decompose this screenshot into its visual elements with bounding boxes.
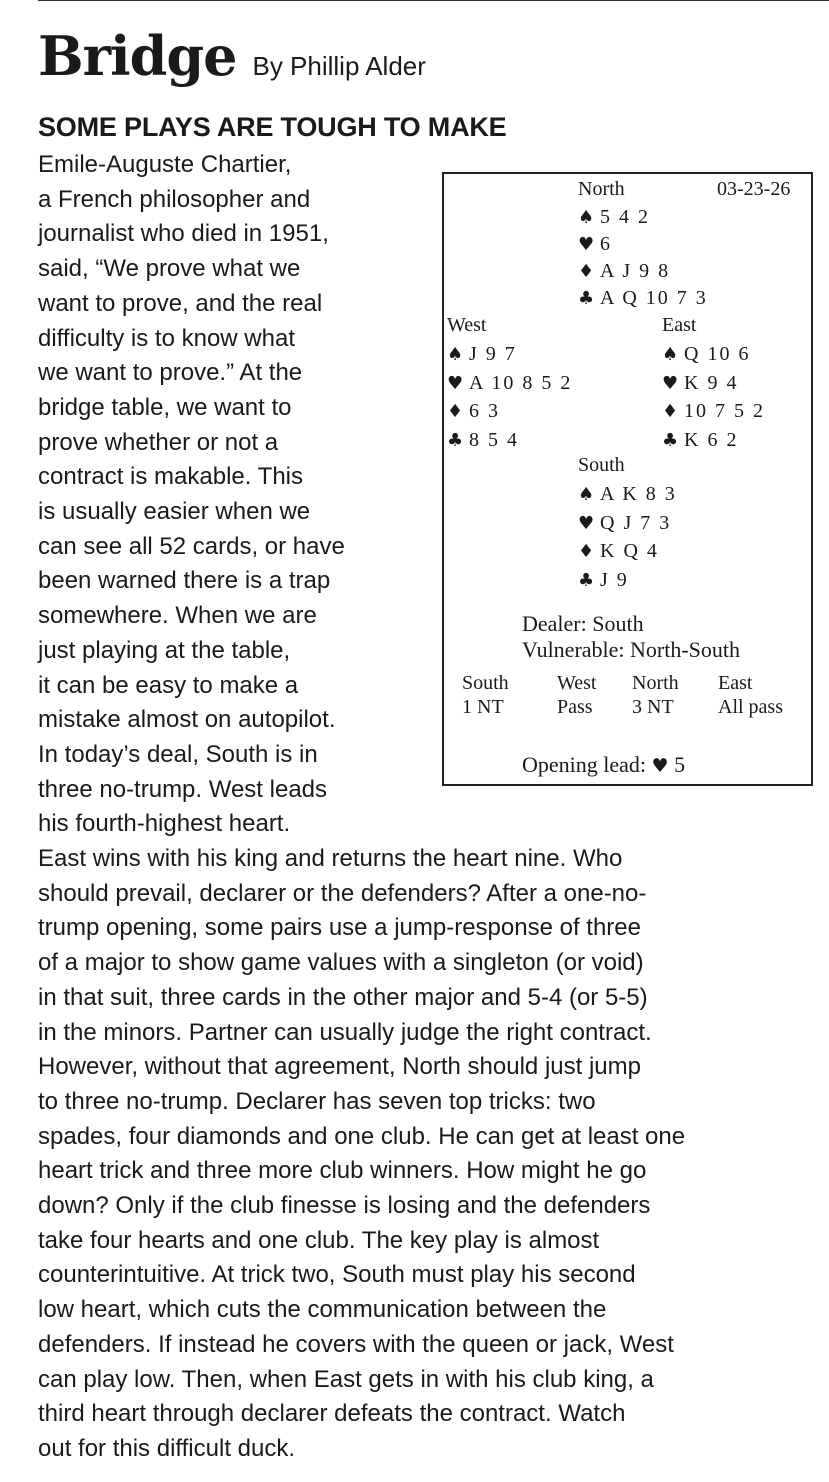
club-icon: ♣ (447, 430, 464, 451)
article-text-full-width (38, 842, 828, 1467)
headline: SOME PLAYS ARE TOUGH TO MAKE (38, 112, 507, 142)
east-label: East (662, 314, 697, 336)
south-diamonds: ♦ K Q 4 (578, 540, 659, 562)
text-line: can see all 52 cards, or have (38, 532, 345, 560)
text-line: counterintuitive. At trick two, South must play his second (38, 1261, 636, 1289)
west-diamonds: ♦ 6 3 (447, 400, 500, 422)
east-hearts: ♥ K 9 4 (662, 372, 739, 394)
east-clubs: ♣ K 6 2 (662, 429, 739, 451)
south-hearts: ♥ Q J 7 3 (578, 512, 672, 534)
heart-icon: ♥ (578, 513, 595, 534)
text-line: bridge table, we want to (38, 393, 292, 421)
text-line: low heart, which cuts the communication between the (38, 1296, 607, 1324)
text-line: three no-trump. West leads (38, 775, 328, 803)
north-diamonds: ♦ A J 9 8 (578, 260, 671, 282)
masthead (38, 24, 426, 88)
west-hearts: ♥ A 10 8 5 2 (447, 372, 573, 394)
auction-bid-east: All pass (718, 696, 783, 718)
text-line: third heart through declarer defeats the contract. Watch (38, 1400, 626, 1428)
diamond-icon: ♦ (578, 261, 595, 282)
diamond-icon: ♦ (447, 401, 464, 422)
text-line: said, “We prove what we (38, 255, 301, 283)
text-line: journalist who died in 1951, (38, 220, 329, 248)
spade-icon: ♠ (578, 207, 595, 228)
text-line: his fourth-highest heart. (38, 810, 291, 838)
text-line: we want to prove.” At the (38, 359, 303, 387)
text-line: defenders. If instead he covers with the queen or jack, West (38, 1330, 674, 1358)
auction-header-north: North (632, 672, 679, 694)
text-line: mistake almost on autopilot. (38, 706, 336, 734)
text-line: take four hearts and one club. The key play is almost (38, 1226, 600, 1254)
text-line: out for this difficult duck. (38, 1434, 296, 1462)
west-label: West (447, 314, 487, 336)
heart-icon: ♥ (651, 755, 669, 777)
heart-icon: ♥ (578, 234, 595, 255)
spade-icon: ♠ (662, 344, 679, 365)
text-line: prove whether or not a (38, 428, 279, 456)
text-line: contract is makable. This (38, 463, 303, 491)
diamond-icon: ♦ (578, 541, 595, 562)
spade-icon: ♠ (578, 484, 595, 505)
north-label: North (578, 178, 625, 200)
top-rule (38, 0, 829, 1)
club-icon: ♣ (578, 288, 595, 309)
text-line: somewhere. When we are (38, 602, 317, 630)
north-clubs: ♣ A Q 10 7 3 (578, 287, 708, 309)
text-line: of a major to show game values with a singleton (or void) (38, 949, 644, 977)
byline: By Phillip Alder (252, 51, 426, 81)
text-line: in the minors. Partner can usually judge the right contract. (38, 1018, 652, 1046)
auction-bid-west: Pass (557, 696, 593, 718)
club-icon: ♣ (662, 430, 679, 451)
column-text (38, 148, 438, 842)
vulnerable: Vulnerable: North-South (522, 637, 741, 662)
north-spades: ♠ 5 4 2 (578, 206, 650, 228)
deal-diagram (442, 172, 813, 786)
auction-bid-north: 3 NT (632, 696, 674, 718)
text-line: East wins with his king and returns the heart nine. Who (38, 845, 623, 872)
text-line: should prevail, declarer or the defenders? After a one-no- (38, 879, 647, 907)
text-line: trump opening, some pairs use a jump-response of three (38, 914, 641, 942)
auction-header-west: West (557, 672, 597, 694)
heart-icon: ♥ (447, 373, 464, 394)
text-line: just playing at the table, (38, 636, 291, 664)
text-line: Emile-Auguste Chartier, (38, 151, 292, 178)
text-line: In today’s deal, South is in (38, 740, 318, 768)
heart-icon: ♥ (662, 373, 679, 394)
text-line: a French philosopher and (38, 185, 311, 213)
east-spades: ♠ Q 10 6 (662, 343, 751, 365)
text-line: been warned there is a trap (38, 567, 331, 595)
text-line: down? Only if the club finesse is losing and the defenders (38, 1192, 651, 1220)
text-line: is usually easier when we (38, 498, 311, 526)
text-line: to three no-trump. Declarer has seven top tricks: two (38, 1087, 596, 1115)
club-icon: ♣ (578, 570, 595, 591)
text-line: heart trick and three more club winners. How might he go (38, 1157, 647, 1185)
north-hearts: ♥ 6 (578, 233, 612, 255)
text-line: want to prove, and the real (38, 289, 323, 317)
auction-bid-south: 1 NT (462, 696, 504, 718)
auction-header-east: East (718, 672, 753, 694)
text-line: However, without that agreement, North should just jump (38, 1053, 641, 1081)
south-clubs: ♣ J 9 (578, 569, 629, 591)
south-label: South (578, 454, 625, 476)
auction-header-south: South (462, 672, 509, 694)
text-line: can play low. Then, when East gets in with his club king, a (38, 1365, 654, 1393)
west-spades: ♠ J 9 7 (447, 343, 517, 365)
south-spades: ♠ A K 8 3 (578, 483, 677, 505)
text-line: spades, four diamonds and one club. He can get at least one (38, 1122, 686, 1150)
text-line: difficulty is to know what (38, 324, 296, 352)
dealer: Dealer: South (522, 611, 644, 636)
east-diamonds: ♦ 10 7 5 2 (662, 400, 765, 422)
west-clubs: ♣ 8 5 4 (447, 429, 519, 451)
opening-lead: Opening lead: ♥ 5 (522, 752, 686, 777)
spade-icon: ♠ (447, 344, 464, 365)
diamond-icon: ♦ (662, 401, 679, 422)
deal-date: 03-23-26 (717, 178, 791, 200)
text-line: in that suit, three cards in the other major and 5-4 (or 5-5) (38, 983, 648, 1011)
column-title: Bridge (38, 24, 237, 88)
text-line: it can be easy to make a (38, 671, 299, 699)
